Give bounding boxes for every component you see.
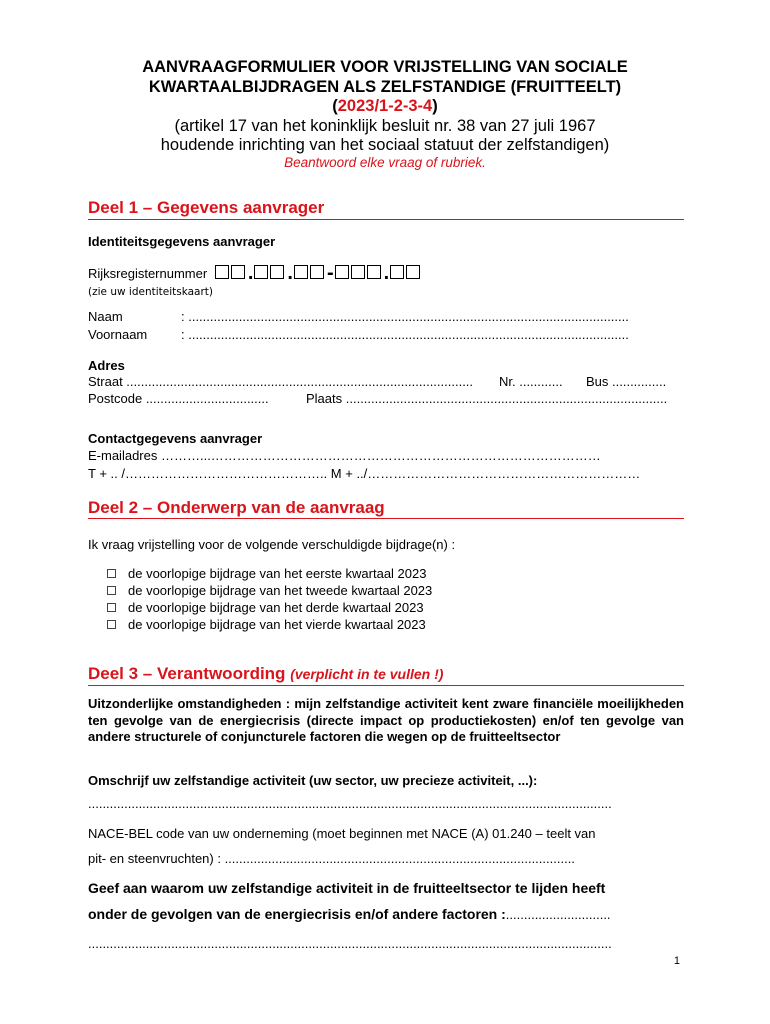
option-q1-label: de voorlopige bijdrage van het eerste kwartaal 2023 [128,566,427,581]
checkbox-q1[interactable] [107,569,116,578]
rijksregister-digit-box[interactable] [294,265,308,279]
rijksregister-digit-box[interactable] [335,265,349,279]
identity-heading: Identiteitsgegevens aanvrager [88,234,276,249]
section-2-rule [88,518,684,519]
option-q3[interactable] [107,600,424,615]
reason-text: Geef aan waarom uw zelfstandige activiteit in de fruitteeltsector te lijden heeft [88,880,606,896]
option-q3-label: de voorlopige bijdrage van het derde kwartaal 2023 [128,600,424,615]
adres-heading: Adres [88,358,125,373]
rijksregister-separator: . [383,262,390,284]
email-field[interactable]: E-mailadres ………...……………………………………………………………………………… [88,448,601,463]
checkbox-q2[interactable] [107,586,116,595]
rijksregister-separator: - [326,262,334,284]
rijksregister-row [88,262,422,285]
reason-row[interactable] [88,906,611,922]
nace-field[interactable]: pit- en steenvruchten) : ................................................................................................. [88,851,575,866]
voornaam-field[interactable]: : .......................................................................................................................... [181,327,629,342]
section-1-heading: Deel 1 – Gegevens aanvrager [88,198,325,217]
rijksregister-digit-box[interactable] [406,265,420,279]
page-number: 1 [673,955,680,967]
circumstances-text: Uitzonderlijke omstandigheden : mijn zelfstandige activiteit kent zware financiële moeilijkheden ten gevolge van de energiecrisis (directe impact op productiekosten) en/of ten gevolge van andere structurele of conjuncturele factoren die wegen op de fruitteeltsector [88,696,684,744]
rijksregister-label: Rijksregisternummer [88,266,208,281]
bus-field[interactable]: Bus ............... [586,374,667,389]
section-1-rule [88,219,684,220]
plaats-field[interactable]: Plaats ......................................................................................... [306,391,668,406]
rijksregister-separator: . [247,262,254,284]
title-paren-open: ( [332,97,338,115]
straat-field[interactable]: Straat ................................................................................................ [88,374,474,389]
form-title-line-1: AANVRAAGFORMULIER VOOR VRIJSTELLING VAN SOCIALE [142,58,628,76]
reason-field[interactable]: ............................. [505,907,611,922]
form-title-line-3 [0,97,770,116]
contact-heading: Contactgegevens aanvrager [88,431,263,446]
section-2-heading: Deel 2 – Onderwerp van de aanvraag [88,498,385,517]
reason-field-continued[interactable]: ................................................................................................................................................. [88,936,612,951]
deel2-intro: Ik vraag vrijstelling voor de volgende verschuldigde bijdrage(n) : [88,537,456,552]
section-3-heading [88,664,443,684]
form-subtitle-line-2: houdende inrichting van het sociaal statuut der zelfstandigen) [160,136,610,154]
describe-label: Omschrijf uw zelfstandige activiteit (uw sector, uw precieze activiteit, ...): [88,773,538,788]
rijksregister-separator: . [287,262,293,284]
section-3-note: (verplicht in te vullen !) [290,666,444,682]
rijksregister-digit-box[interactable] [270,265,284,279]
option-q2-label: de voorlopige bijdrage van het tweede kwartaal 2023 [128,583,433,598]
voornaam-label: Voornaam [88,327,148,342]
form-subtitle-line-1: (artikel 17 van het koninklijk besluit nr. 38 van 27 juli 1967 [174,117,596,135]
rijksregister-digit-box[interactable] [231,265,245,279]
rijksregister-input[interactable] [215,262,422,284]
title-year: 2023/1-2-3-4 [337,97,433,115]
option-q4-label: de voorlopige bijdrage van het vierde kwartaal 2023 [128,617,426,632]
rijksregister-digit-box[interactable] [367,265,381,279]
form-instruction: Beantwoord elke vraag of rubriek. [284,155,486,170]
rijksregister-digit-box[interactable] [310,265,324,279]
rijksregister-digit-box[interactable] [215,265,229,279]
reason-label: onder de gevolgen van de energiecrisis en/of andere factoren : [88,906,506,922]
option-q1[interactable] [107,566,426,581]
title-paren-close: ) [432,97,438,115]
option-q4[interactable] [107,617,426,632]
postcode-field[interactable]: Postcode .................................. [88,391,269,406]
form-title-line-2: KWARTAALBIJDRAGEN ALS ZELFSTANDIGE (FRUITTEELT) [148,78,622,96]
rijksregister-hint: (zie uw identiteitskaart) [88,286,214,298]
rijksregister-digit-box[interactable] [254,265,268,279]
section-3-title: Deel 3 – Verantwoording [88,664,286,683]
rijksregister-digit-box[interactable] [390,265,404,279]
checkbox-q3[interactable] [107,603,116,612]
checkbox-q4[interactable] [107,620,116,629]
phone-field[interactable]: T + .. /……………………………………….. M + ../……………………………………………………… [88,466,641,481]
describe-field[interactable]: ................................................................................................................................................. [88,796,612,811]
option-q2[interactable] [107,583,432,598]
naam-label: Naam [88,309,123,324]
section-3-rule [88,685,684,686]
rijksregister-digit-box[interactable] [351,265,365,279]
nr-field[interactable]: Nr. ............ [499,374,563,389]
naam-field[interactable]: : .......................................................................................................................... [181,309,629,324]
nace-text: NACE-BEL code van uw onderneming (moet beginnen met NACE (A) 01.240 – teelt van [88,826,596,841]
